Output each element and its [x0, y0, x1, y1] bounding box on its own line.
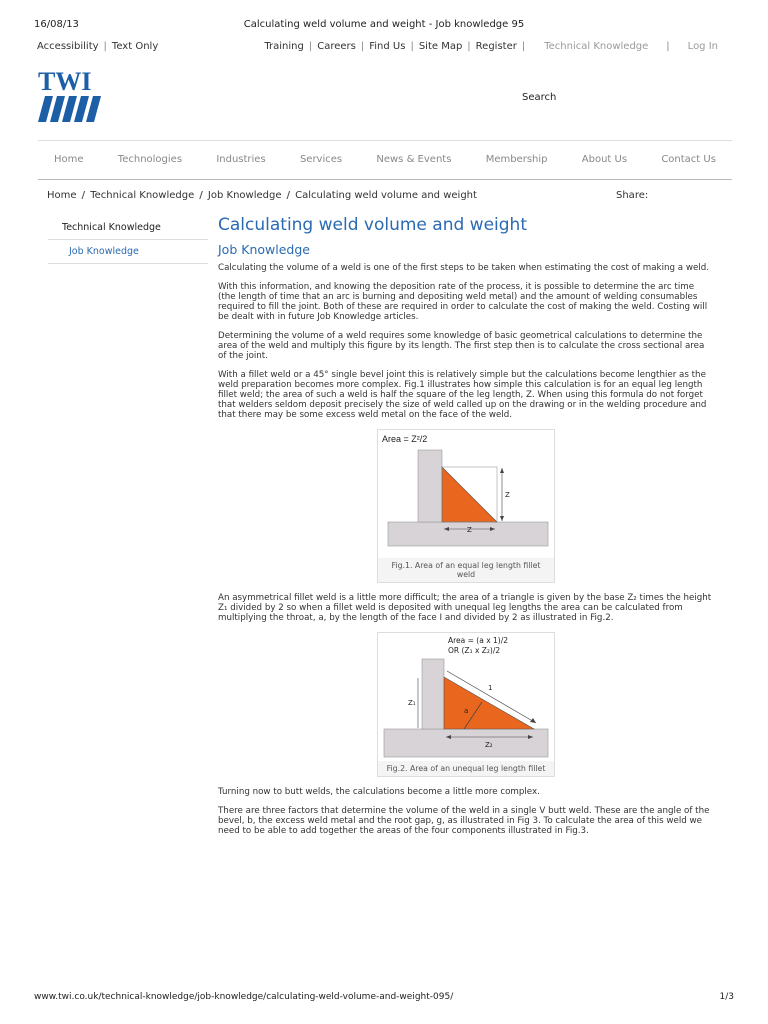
log-in-link[interactable]: Log In: [687, 41, 718, 52]
breadcrumb: Home / Technical Knowledge / Job Knowledge / Calculating weld volume and weight: [47, 190, 477, 201]
fig2-face-label: 1: [488, 684, 493, 692]
print-header: [34, 19, 734, 33]
paragraph-7: There are three factors that determine the volume of the weld in a single V butt weld. These are the angle of the bevel, b, the excess weld metal and the root gap, g, as illustrated in Fig 3. To calculate the area of this weld we need to be able to add together the areas of the four components illustrated in Fig.3.: [218, 806, 710, 836]
text-only-link[interactable]: Text Only: [111, 41, 159, 52]
figure-1-caption: Fig.1. Area of an equal leg length fillet weld: [391, 561, 541, 579]
breadcrumb-job-knowledge[interactable]: Job Knowledge: [207, 190, 282, 201]
sidebar: [48, 216, 208, 264]
nav-membership[interactable]: Membership: [485, 154, 548, 165]
training-link[interactable]: Training: [264, 41, 304, 52]
nav-technologies[interactable]: Technologies: [117, 154, 183, 165]
print-title: Calculating weld volume and weight - Job knowledge 95: [243, 19, 525, 30]
nav-news-events[interactable]: News & Events: [376, 154, 452, 165]
breadcrumb-home[interactable]: Home: [47, 190, 77, 201]
sidebar-item-job-knowledge[interactable]: Job Knowledge: [48, 240, 208, 264]
page-subtitle: Job Knowledge: [218, 242, 310, 257]
main-nav: [38, 140, 732, 180]
figure-1: [377, 429, 555, 583]
breadcrumb-current: Calculating weld volume and weight: [295, 190, 477, 201]
fig2-throat-label: a: [464, 707, 469, 715]
paragraph-2: With this information, and knowing the deposition rate of the process, it is possible to determine the arc time (the length of time that an arc is burning and depositing weld metal) and the amount of welding consumables required to fill the joint. Both of these are required in order to calculate the cost of making the weld. Costing will be dealt with in future Job Knowledge articles.: [218, 282, 708, 322]
share-label: Share:: [616, 190, 649, 201]
site-map-link[interactable]: Site Map: [418, 41, 463, 52]
fig1-z-horizontal: Z: [467, 526, 472, 534]
paragraph-1: Calculating the volume of a weld is one of the first steps to be taken when estimating the cost of making a weld.: [218, 263, 709, 273]
fig1-z-vertical: Z: [505, 491, 510, 499]
fig2-formula-1: Area = (a x 1)/2: [448, 636, 509, 645]
register-link[interactable]: Register: [475, 41, 517, 52]
accessibility-link[interactable]: Accessibility: [37, 41, 99, 52]
find-us-link[interactable]: Find Us: [369, 41, 406, 52]
print-page-number: 1/3: [719, 992, 734, 1002]
figure-1-diagram: [378, 430, 554, 558]
technical-knowledge-link[interactable]: Technical Knowledge: [544, 41, 649, 52]
search-button[interactable]: Search: [522, 92, 557, 103]
nav-contact-us[interactable]: Contact Us: [661, 154, 716, 165]
paragraph-3: Determining the volume of a weld requires some knowledge of basic geometrical calculations to determine the area of the weld and multiply this figure by its length. The first step then is to calculate the cross sectional area of the joint.: [218, 331, 705, 361]
print-date: 16/08/13: [34, 19, 79, 30]
fig2-z1-label: Z₁: [408, 699, 416, 707]
breadcrumb-technical-knowledge[interactable]: Technical Knowledge: [90, 190, 195, 201]
careers-link[interactable]: Careers: [317, 41, 356, 52]
figure-2-diagram: [378, 633, 554, 761]
print-footer: [34, 992, 734, 1002]
fig1-formula: Area = Z²/2: [382, 434, 428, 444]
twi-logo[interactable]: [38, 70, 102, 124]
nav-industries[interactable]: Industries: [216, 154, 266, 165]
fig2-z2-label: Z₂: [485, 741, 493, 749]
figure-2-caption: Fig.2. Area of an unequal leg length fillet: [386, 764, 546, 773]
sidebar-item-technical-knowledge[interactable]: Technical Knowledge: [48, 216, 208, 240]
article: [218, 215, 714, 845]
nav-home[interactable]: Home: [54, 154, 84, 165]
figure-2: [377, 632, 555, 777]
paragraph-6: Turning now to butt welds, the calculations become a little more complex.: [218, 787, 540, 797]
fig2-formula-2: OR (Z₁ x Z₂)/2: [448, 646, 501, 655]
print-url: www.twi.co.uk/technical-knowledge/job-knowledge/calculating-weld-volume-and-weight-095/: [34, 992, 454, 1002]
paragraph-5: An asymmetrical fillet weld is a little more difficult; the area of a triangle is given by the base Z₂ times the height Z₁ divided by 2 so when a fillet weld is deposited with unequal leg lengths the area can be calculated from multiplying the throat, a, by the length of the face I and divided by 2 as illustrated in Fig.2.: [218, 593, 712, 623]
paragraph-4: With a fillet weld or a 45° single bevel joint this is relatively simple but the calculations become lengthier as the weld preparation becomes more complex. Fig.1 illustrates how simple this calculation is for an equal leg length fillet weld; the area of such a weld is half the square of the leg length, Z. When using this formula do not forget that welders seldom deposit precisely the size of weld called up on the drawing or in the welding procedure and that there may be some excess weld metal on the face of the weld.: [218, 370, 707, 420]
nav-about-us[interactable]: About Us: [581, 154, 628, 165]
utility-bar: Accessibility | Text Only Training | Careers | Find Us | Site Map | Register | Technical Knowledge | Log In: [37, 41, 718, 52]
page-title: Calculating weld volume and weight: [218, 215, 527, 235]
nav-services[interactable]: Services: [299, 154, 343, 165]
logo-text: TWI: [38, 70, 92, 96]
